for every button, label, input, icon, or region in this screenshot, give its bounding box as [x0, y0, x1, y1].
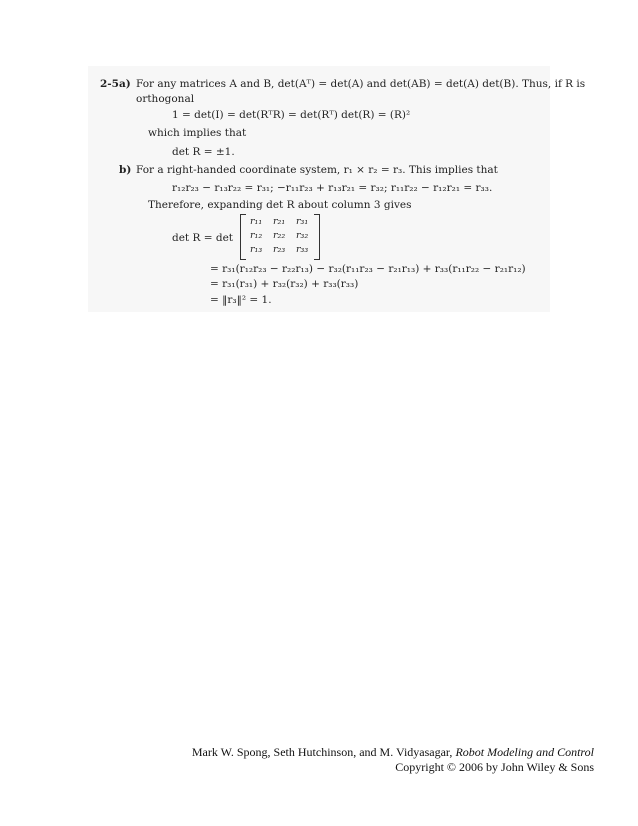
solution-scan [88, 66, 586, 312]
det-step-2: = r₃₁(r₃₁) + r₃₂(r₃₂) + r₃₃(r₃₃) [210, 278, 359, 290]
footer-copyright: Copyright © 2006 by John Wiley & Sons [395, 760, 594, 774]
part-b-line1: For a right-handed coordinate system, r₁ × r₂ = r₃. This implies that [136, 164, 498, 176]
footer-credit [192, 745, 594, 760]
part-a-equation-1: 1 = det(I) = det(RᵀR) = det(Rᵀ) det(R) = (R)² [172, 109, 411, 121]
matrix-cell: r₁₃ [250, 244, 263, 255]
part-a-line1: For any matrices A and B, det(Aᵀ) = det(A) and det(AB) = det(A) det(B). Thus, if R is [136, 78, 586, 90]
part-a-line2: orthogonal [136, 93, 195, 105]
footer-authors: Mark W. Spong, Seth Hutchinson, and M. Vidyasagar, [191, 745, 456, 759]
matrix-cell: r₃₂ [296, 230, 309, 241]
matrix-cell: r₂₁ [273, 216, 286, 227]
matrix-cell: r₃₃ [296, 244, 309, 255]
problem-number: 2-5 [100, 78, 119, 90]
part-a-line3: which implies that [148, 127, 247, 139]
matrix-left-bracket [240, 214, 246, 260]
matrix-cell: r₁₂ [250, 230, 263, 241]
page-footer [192, 745, 594, 775]
matrix-cell: r₁₁ [250, 216, 263, 227]
part-a-equation-2: det R = ±1. [172, 146, 235, 158]
det-step-3: = ‖r₃‖² = 1. [210, 294, 272, 306]
part-b-line2: Therefore, expanding det R about column 3 gives [148, 199, 412, 211]
part-b-equation-1: r₁₂r₂₃ − r₁₃r₂₂ = r₃₁; −r₁₁r₂₃ + r₁₃r₂₁ = r₃₂; r₁₁r₂₂ − r₁₂r₂₁ = r₃₃. [172, 182, 493, 194]
det-lhs: det R = det [172, 232, 234, 244]
matrix-cell: r₂₂ [273, 230, 286, 241]
matrix-cell: r₃₁ [296, 216, 309, 227]
det-step-1: = r₃₁(r₁₂r₂₃ − r₂₂r₁₃) − r₃₂(r₁₁r₂₃ − r₂₁r₁₃) + r₃₃(r₁₁r₂₂ − r₂₁r₁₂) [210, 263, 526, 275]
part-b-label: b) [119, 164, 132, 176]
footer-book-title: Robot Modeling and Control [455, 745, 594, 759]
part-a-label: a) [119, 78, 131, 90]
matrix-R [240, 214, 320, 258]
matrix-cell: r₂₃ [273, 244, 286, 255]
matrix-right-bracket [314, 214, 320, 260]
